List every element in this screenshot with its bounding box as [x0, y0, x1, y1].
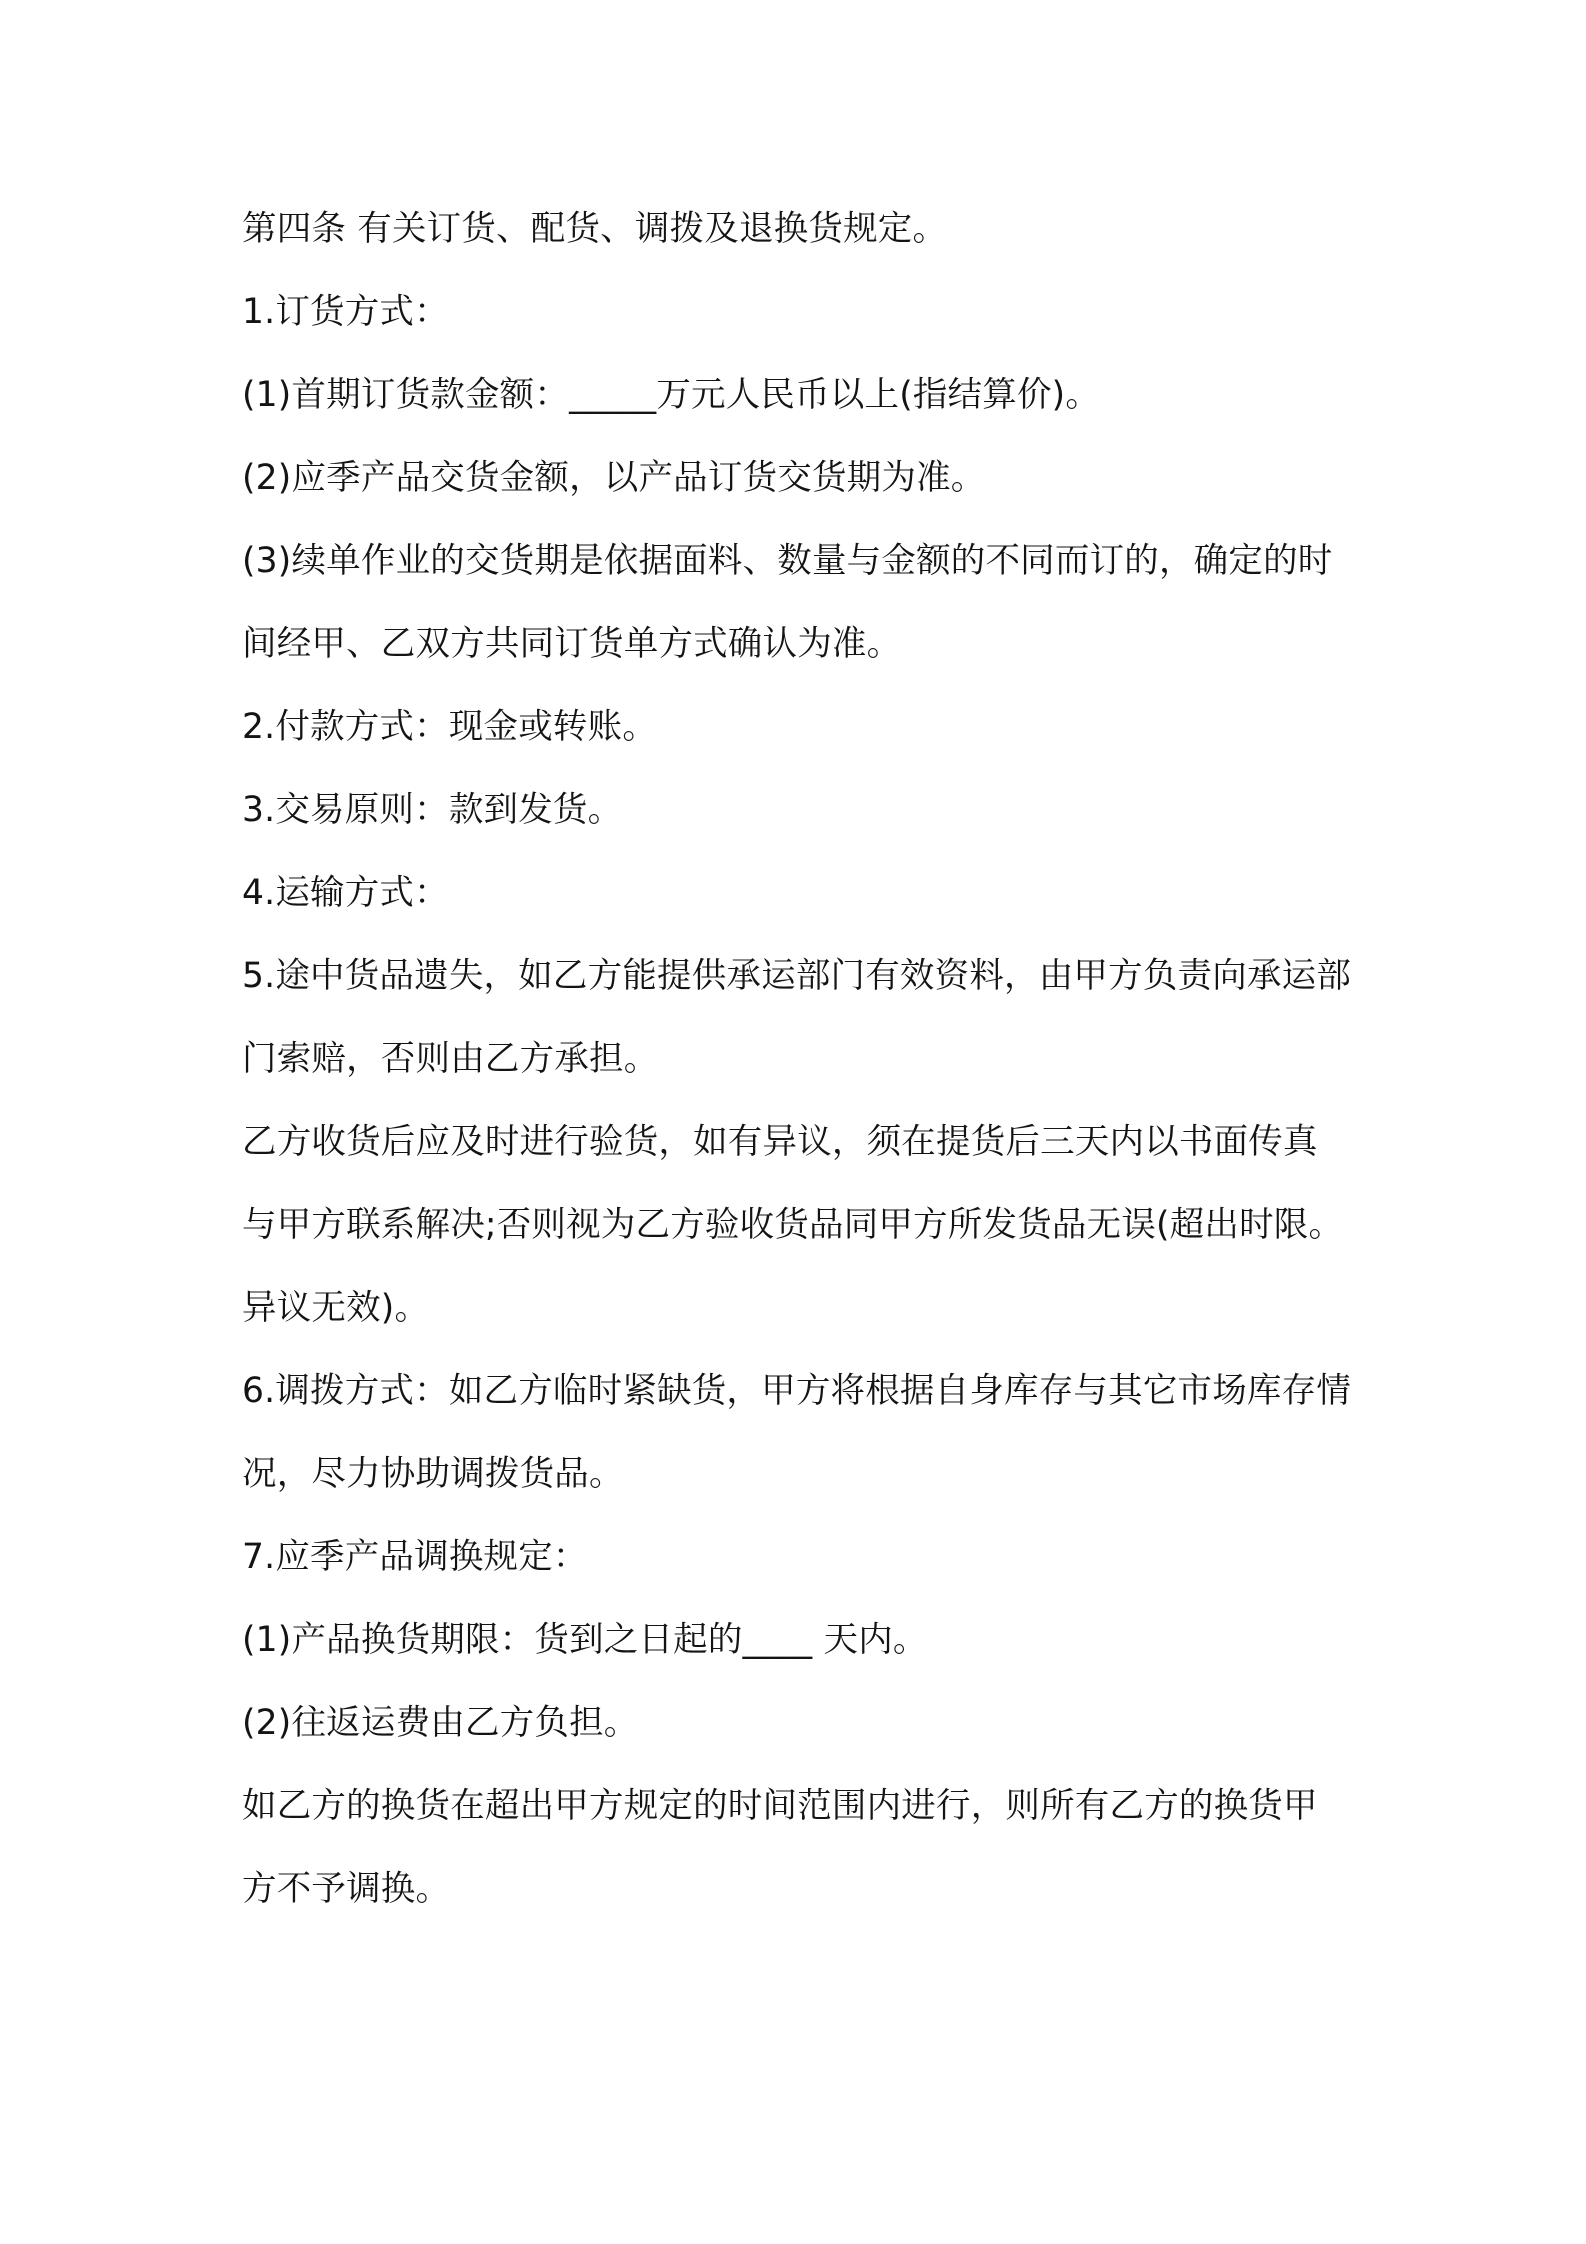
clause-2-payment-method: 2.付款方式：现金或转账。: [242, 707, 658, 747]
clause-7-exchange-rules: 7.应季产品调换规定：: [242, 1537, 588, 1577]
objection-paragraph: 异议无效)。: [242, 1288, 430, 1328]
inspection-paragraph: 乙方收货后应及时进行验货，如有异议，须在提货后三天内以书面传真与甲方联系解决;否则视为乙方验收货品同甲方所发货品无误(超出时限。: [242, 1122, 1344, 1245]
clause-4-transport-method: 4.运输方式：: [242, 873, 449, 913]
clause-1-1-initial-order-amount: (1)首期订货款金额：_____万元人民币以上(指结算价)。: [242, 375, 1101, 415]
clause-3-trade-principle: 3.交易原则：款到发货。: [242, 790, 623, 830]
clause-5-lost-goods: 5.途中货品遗失，如乙方能提供承运部门有效资料，由甲方负责向承运部门索赔，否则由乙方承担。: [242, 956, 1352, 1079]
article-heading: 第四条 有关订货、配货、调拨及退换货规定。: [242, 209, 948, 249]
clause-1-3-reorder-delivery: (3)续单作业的交货期是依据面料、数量与金额的不同而订的，确定的时间经甲、乙双方共同订货单方式确认为准。: [242, 541, 1333, 664]
clause-6-allocation-method: 6.调拨方式：如乙方临时紧缺货，甲方将根据自身库存与其它市场库存情况，尽力协助调拨货品。: [242, 1371, 1352, 1494]
clause-1-2-seasonal-delivery: (2)应季产品交货金额，以产品订货交货期为准。: [242, 458, 986, 498]
clause-7-1-exchange-period: (1)产品换货期限：货到之日起的____ 天内。: [242, 1620, 928, 1660]
document-body: [242, 188, 1352, 1931]
clause-7-2-freight: (2)往返运费由乙方负担。: [242, 1703, 639, 1743]
exchange-rule-paragraph: 如乙方的换货在超出甲方规定的时间范围内进行，则所有乙方的换货甲方不予调换。: [242, 1786, 1318, 1909]
clause-1-ordering-method: 1.订货方式：: [242, 292, 449, 332]
